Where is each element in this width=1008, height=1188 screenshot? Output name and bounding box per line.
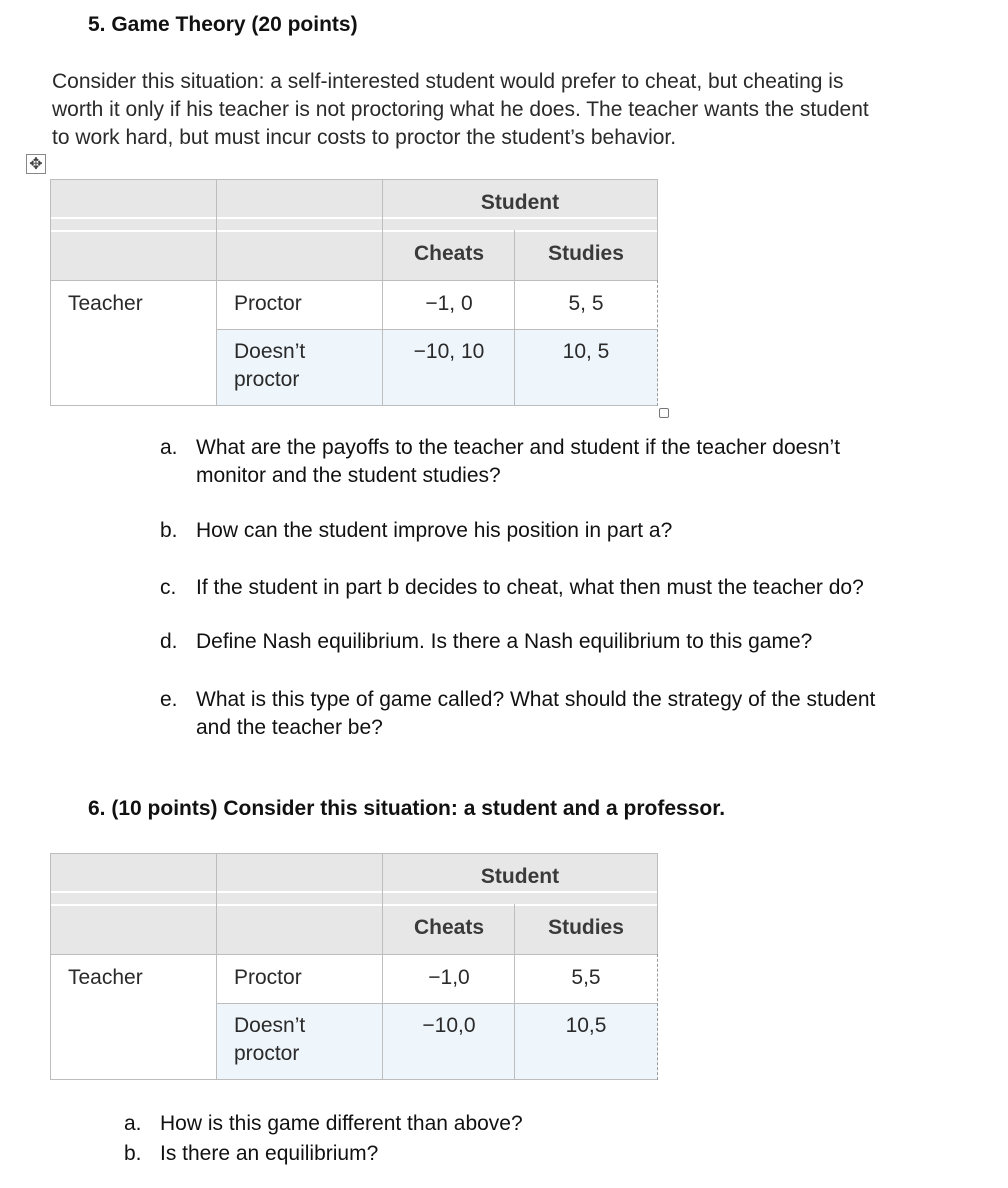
- row-label-proctor: Proctor: [234, 966, 302, 989]
- question-text: [196, 686, 875, 742]
- row-player-label: Teacher: [68, 966, 143, 989]
- payoff-cell: 5,5: [571, 966, 601, 989]
- table-header-bottom: [50, 280, 658, 281]
- q5-payoff-table: [50, 179, 658, 406]
- row-label-proctor: Proctor: [234, 292, 302, 315]
- table-header-bottom: [50, 954, 658, 955]
- q6-payoff-table: [50, 853, 658, 1080]
- row-label-doesnt-proctor: Doesn’t: [234, 340, 306, 363]
- table-header-separator: [50, 891, 658, 893]
- payoff-cell: 5, 5: [568, 292, 604, 315]
- question-line: What are the payoffs to the teacher and student if the teacher doesn’t: [196, 436, 841, 459]
- column-header-cheats: Cheats: [413, 916, 485, 939]
- table-border-right-dashed: [657, 954, 658, 1080]
- row-label-doesnt-proctor: proctor: [234, 368, 300, 391]
- q5-intro: [52, 68, 869, 152]
- column-header-cheats: Cheats: [413, 242, 485, 265]
- table-row-divider: [217, 329, 658, 330]
- table-header-separator: [50, 217, 658, 219]
- q5-intro-line: Consider this situation: a self-interested student would prefer to cheat, but cheating is: [52, 70, 844, 93]
- question-line: How is this game different than above?: [160, 1112, 523, 1135]
- table-row-divider: [217, 1003, 658, 1004]
- table-border-right-dashed: [657, 280, 658, 406]
- table-header-separator: [50, 230, 658, 232]
- row-label-doesnt-proctor: Doesn’t: [234, 1014, 306, 1037]
- question-line: How can the student improve his position in part a?: [196, 519, 673, 542]
- table-border-bottom: [50, 405, 658, 406]
- column-player-label: Student: [480, 191, 560, 214]
- question-line: If the student in part b decides to cheat, what then must the teacher do?: [196, 576, 864, 599]
- payoff-cell: −10, 10: [413, 340, 485, 363]
- question-line: monitor and the student studies?: [196, 464, 501, 487]
- question-label: e.: [160, 688, 178, 711]
- table-border-right: [657, 853, 658, 954]
- payoff-cell: −1, 0: [425, 292, 473, 315]
- question-line: and the teacher be?: [196, 716, 383, 739]
- q5-intro-line: worth it only if his teacher is not proctoring what he does. The teacher wants the student: [52, 98, 869, 121]
- payoff-cell: 10, 5: [562, 340, 610, 363]
- row-player-label: Teacher: [68, 292, 143, 315]
- payoff-cell: −10,0: [422, 1014, 476, 1037]
- question-line: Is there an equilibrium?: [160, 1142, 379, 1165]
- table-resize-handle-icon[interactable]: [659, 408, 669, 418]
- table-col-divider: [216, 853, 217, 1080]
- row-label-doesnt-proctor: proctor: [234, 1042, 300, 1065]
- question-line: Define Nash equilibrium. Is there a Nash equilibrium to this game?: [196, 630, 813, 653]
- question-label: c.: [160, 576, 177, 599]
- table-border-bottom: [50, 1079, 658, 1080]
- q5-heading: 5. Game Theory (20 points): [88, 13, 358, 36]
- column-header-studies: Studies: [548, 916, 624, 939]
- question-text: [196, 434, 840, 490]
- question-label: a.: [124, 1112, 142, 1135]
- question-label: a.: [160, 436, 178, 459]
- table-border-left: [50, 853, 51, 1080]
- payoff-cell: 10,5: [565, 1014, 607, 1037]
- table-border-right: [657, 179, 658, 280]
- question-label: b.: [124, 1142, 142, 1165]
- q5-intro-line: to work hard, but must incur costs to proctor the student’s behavior.: [52, 126, 677, 149]
- table-border-top: [50, 179, 658, 180]
- question-label: d.: [160, 630, 178, 653]
- question-line: What is this type of game called? What should the strategy of the student: [196, 688, 876, 711]
- table-border-left: [50, 179, 51, 406]
- column-player-label: Student: [480, 865, 560, 888]
- table-header-separator: [50, 904, 658, 906]
- table-col-divider: [216, 179, 217, 406]
- payoff-cell: −1,0: [428, 966, 470, 989]
- q6-heading: 6. (10 points) Consider this situation: a student and a professor.: [88, 797, 726, 820]
- column-header-studies: Studies: [548, 242, 624, 265]
- table-move-handle-icon[interactable]: ✥: [26, 154, 46, 174]
- question-label: b.: [160, 519, 178, 542]
- table-border-top: [50, 853, 658, 854]
